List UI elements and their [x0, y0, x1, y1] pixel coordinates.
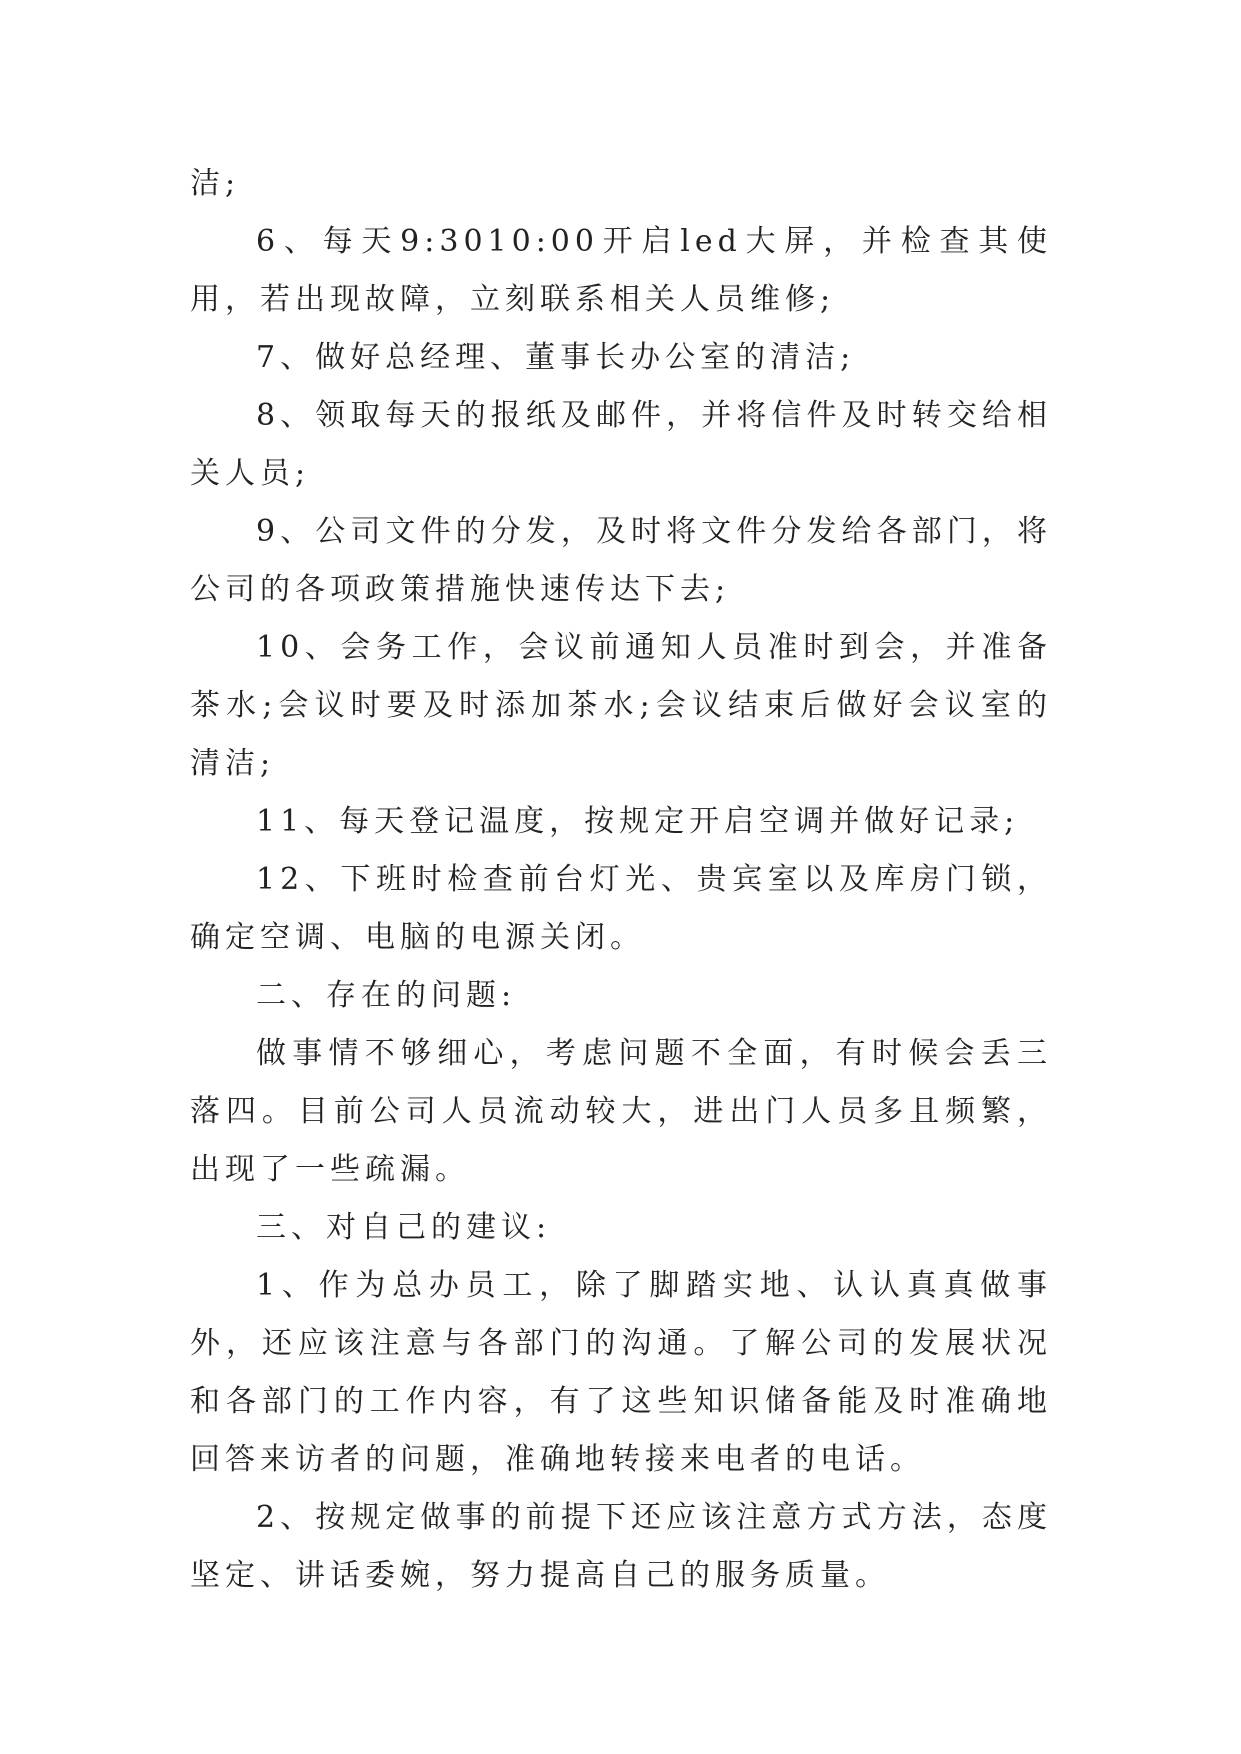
list-item-11: 11、每天登记温度，按规定开启空调并做好记录;: [256, 804, 1020, 839]
list-item-12: 12、下班时检查前台灯光、贵宾室以及库房门锁，确定空调、电脑的电源关闭。: [190, 862, 1052, 955]
paragraph-continuation: 洁;: [190, 166, 241, 201]
list-item-9: 9、公司文件的分发，及时将文件分发给各部门，将公司的各项政策措施快速传达下去;: [190, 514, 1052, 607]
document-body: [190, 155, 1052, 1605]
suggestion-item-1: 1、作为总办员工，除了脚踏实地、认认真真做事外，还应该注意与各部门的沟通。了解公司的发展状况和各部门的工作内容，有了这些知识储备能及时准确地回答来访者的问题，准确地转接来电者的电话。: [190, 1268, 1052, 1477]
list-item-10: 10、会务工作，会议前通知人员准时到会，并准备茶水;会议时要及时添加茶水;会议结束后做好会议室的清洁;: [190, 630, 1052, 781]
section-heading-suggestions: 三、对自己的建议:: [256, 1210, 552, 1245]
problems-paragraph: 做事情不够细心，考虑问题不全面，有时候会丢三落四。目前公司人员流动较大，进出门人员多且频繁，出现了一些疏漏。: [190, 1036, 1052, 1187]
suggestion-item-2: 2、按规定做事的前提下还应该注意方式方法，态度坚定、讲话委婉，努力提高自己的服务质量。: [190, 1500, 1052, 1593]
list-item-7: 7、做好总经理、董事长办公室的清洁;: [256, 340, 856, 375]
list-item-8: 8、领取每天的报纸及邮件，并将信件及时转交给相关人员;: [190, 398, 1052, 491]
section-heading-problems: 二、存在的问题:: [256, 978, 517, 1013]
list-item-6: 6、每天9:3010:00开启led大屏，并检查其使用，若出现故障，立刻联系相关人员维修;: [190, 224, 1052, 317]
